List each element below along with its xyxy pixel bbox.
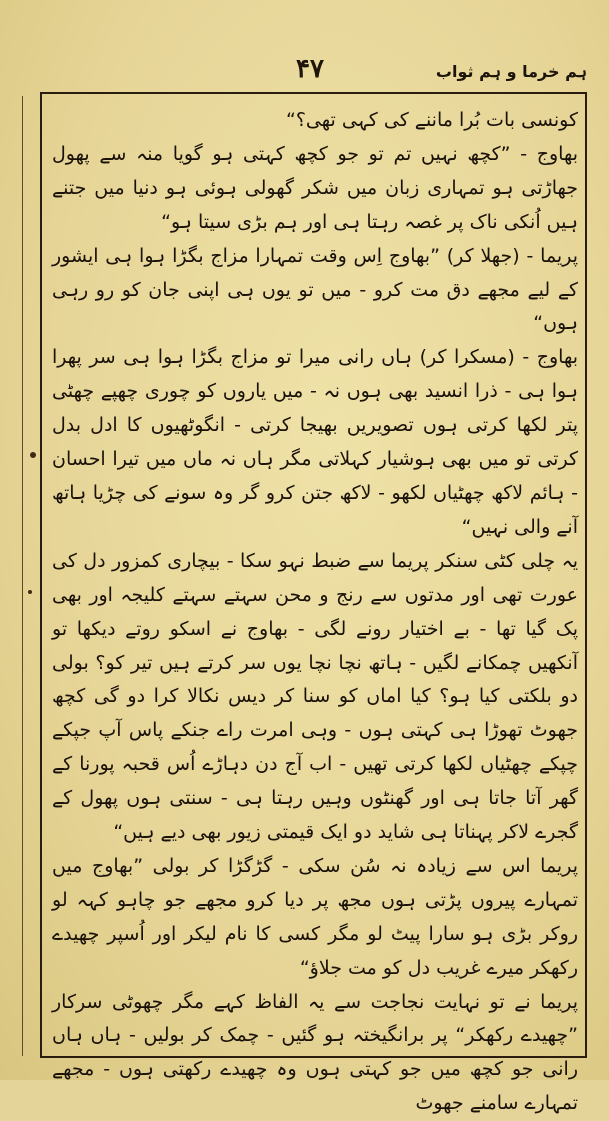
paragraph: بھاوج - (مسکرا کر) ہاں رانی میرا تو مزاج بگڑا ہوا ہی سر پھرا ہوا ہی - ذرا انسید بھی ہوں نہ - میں یاروں کو چوری چھپے چھٹی پتر لکھا کرتی ہوں تصویریں بھیجا کرتی - انگوٹھیوں کا ادل بدل کرتی تو میں بھی ہوشیار کہلاتی مگر ہاں نہ ماں میں تیرا احسان - ہائم لاکھ چھٹیاں لکھو - لاکھ جتن کرو گر وہ سونے کی چڑیا ہاتھ آنے والی نہیں“: [52, 346, 578, 538]
page-number: ۴۷: [296, 54, 324, 84]
paragraph: پریما نے تو نہایت نجاجت سے یہ الفاظ کہے مگر چھوٹی سرکار ”چھیدے رکھکر“ پر برانگیختہ ہو گئیں - چمک کر بولیں - ہاں ہاں رانی جو کچھ میں جو کہتی ہوں وہ چھیدے رکھتی ہوں - مجھے تمہارے سامنے جھوٹ: [52, 990, 578, 1115]
paragraph: یہ چلی کٹی سنکر پریما سے ضبط نہو سکا - بیچاری کمزور دل کی عورت تھی اور مدتوں سے رنج و محن سہتے سہتے کلیجہ اور بھی پک گیا تھا - بے اختیار رونے لگی - بھاوج نے اسکو روتے دیکھا تو آنکھیں چمکانے لگیں - ہاتھ نچا نچا یوں سر کرتے ہیں تیر کو؟ بولی دو بلکتی کیا ہو؟ کیا اماں کو سنا کر دیس نکالا کرا دو گی کچھ جھوٹ تھوڑا ہی کہتی ہوں - وہی امرت راے جنکے پاس آپ جپکے چپکے چھٹیاں لکھا کرتی تھیں - اب آج دن دہاڑے اُس قحبہ پورنا کے گھر آتا جاتا ہی اور گھنٹوں وہیں رہتا ہی - سنتی ہوں پھول کے گجرے لاکر پہناتا ہی شاید دو ایک قیمتی زیور بھی دیے ہیں“: [52, 549, 578, 844]
paragraph: پریما اس سے زیادہ نہ سُن سکی - گڑگڑا کر بولی ”بھاوج میں تمہارے پیروں پڑتی ہوں مجھ پر دیا کرو مجھے جو چاہو کہہ لو روکر بڑی ہو سارا پیٹ لو مگر کسی کا نام لیکر اور اُسپر چھیدے رکھکر میرے غریب دل کو مت جلاؤ“: [52, 854, 578, 979]
paragraph: بھاوج - ”کچھ نہیں تم تو جو کچھ کہتی ہو گویا منہ سے پھول جھاڑتی ہو تمہاری زبان میں شکر گھولی ہوئی ہو دنیا میں جتنے ہیں اُنکی ناک پر غصہ رہتا ہی اور ہم بڑی سیتا ہو“: [52, 142, 578, 233]
ink-spot: [28, 590, 32, 594]
left-margin-rule: [22, 96, 23, 1056]
paragraph: کونسی بات بُرا ماننے کی کہی تھی؟“: [285, 109, 578, 131]
ink-spot: [30, 452, 36, 458]
paragraph: پریما - (جھلا کر) ”بھاوج اِس وقت تمہارا مزاج بگڑا ہوا ہی ایشور کے لیے مجھے دق مت کرو - میں تو یوں ہی اپنی جان کو رو رہی ہوں“: [52, 244, 578, 335]
body-text: [52, 104, 578, 1115]
running-header-title: ہم خرما و ہم ثواب: [435, 62, 587, 81]
